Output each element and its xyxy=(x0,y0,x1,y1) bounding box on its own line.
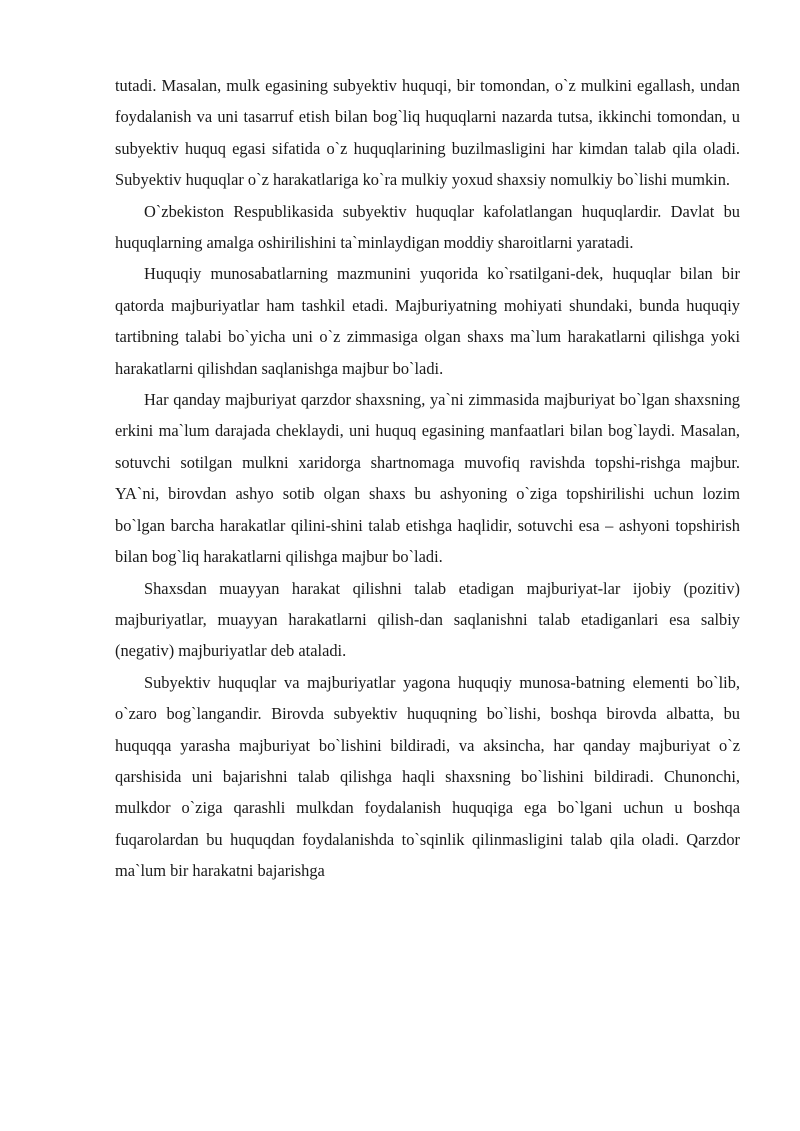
paragraph-6: Subyektiv huquqlar va majburiyatlar yagona huquqiy munosa-batning elementi bo`lib, o`zaro bog`langandir. Birovda subyektiv huquqning bo`lishi, boshqa birovda albatta, bu huquqqa yarasha majburiyat bo`lishini bildiradi, va aksincha, har qanday majburiyat o`z qarshisida uni bajarishni talab qilishga haqli shaxsning bo`lishini bildiradi. Chunonchi, mulkdor o`ziga qarashli mulkdan foydalanish huquqiga ega bo`lgani uchun u boshqa fuqarolardan bu huquqdan foydalanishda to`sqinlik qilinmasligini talab qila oladi. Qarzdor ma`lum bir harakatni bajarishga xyxy=(115,672,740,881)
paragraph-1: tutadi. Masalan, mulk egasining subyektiv huquqi, bir tomondan, o`z mulkini egallash, undan foydalanish va uni tasarruf etish bilan bog`liq huquqlarni nazarda tutsa, ikkinchi tomondan, u subyektiv huquq egasi sifatida o`z huquqlarining buzilmasligini har kimdan talab qila oladi. Subyektiv huquqlar o`z harakatlariga ko`ra mulkiy yoxud shaxsiy nomulkiy bo`lishi mumkin. xyxy=(115,76,740,190)
paragraph-2: O`zbekiston Respublikasida subyektiv huquqlar kafolatlangan huquqlardir. Davlat bu huquqlarning amalga oshirilishini ta`minlaydigan moddiy sharoitlarni yaratadi. xyxy=(115,201,740,253)
paragraph-3: Huquqiy munosabatlarning mazmunini yuqorida ko`rsatilgani-dek, huquqlar bilan bir qatorda majburiyatlar ham tashkil etadi. Majburiyatning mohiyati shundaki, bunda huquqiy tartibning talabi bo`yicha uni o`z zimmasiga olgan shaxs ma`lum harakatlarni qilishga yoki harakatlarni qilishdan saqlanishga majbur bo`ladi. xyxy=(115,264,740,378)
paragraph-5: Shaxsdan muayyan harakat qilishni talab etadigan majburiyat-lar ijobiy (pozitiv) majburiyatlar, muayyan harakatlarni qilish-dan saqlanishni talab etadiganlari esa salbiy (negativ) majburiyatlar deb ataladi. xyxy=(115,578,740,661)
document-page xyxy=(115,70,740,887)
paragraph-4: Har qanday majburiyat qarzdor shaxsning, ya`ni zimmasida majburiyat bo`lgan shaxsning erkini ma`lum darajada cheklaydi, uni huquq egasining manfaatlari bilan bog`laydi. Masalan, sotuvchi sotilgan mulkni xaridorga shartnomaga muvofiq ravishda topshi-rishga majbur. YA`ni, birovdan ashyo sotib olgan shaxs bu ashyoning o`ziga topshirilishi uchun lozim bo`lgan barcha harakatlar qilini-shini talab etishga haqlidir, sotuvchi esa – ashyoni topshirish bilan bog`liq harakatlarni qilishga majbur bo`ladi. xyxy=(115,390,740,567)
